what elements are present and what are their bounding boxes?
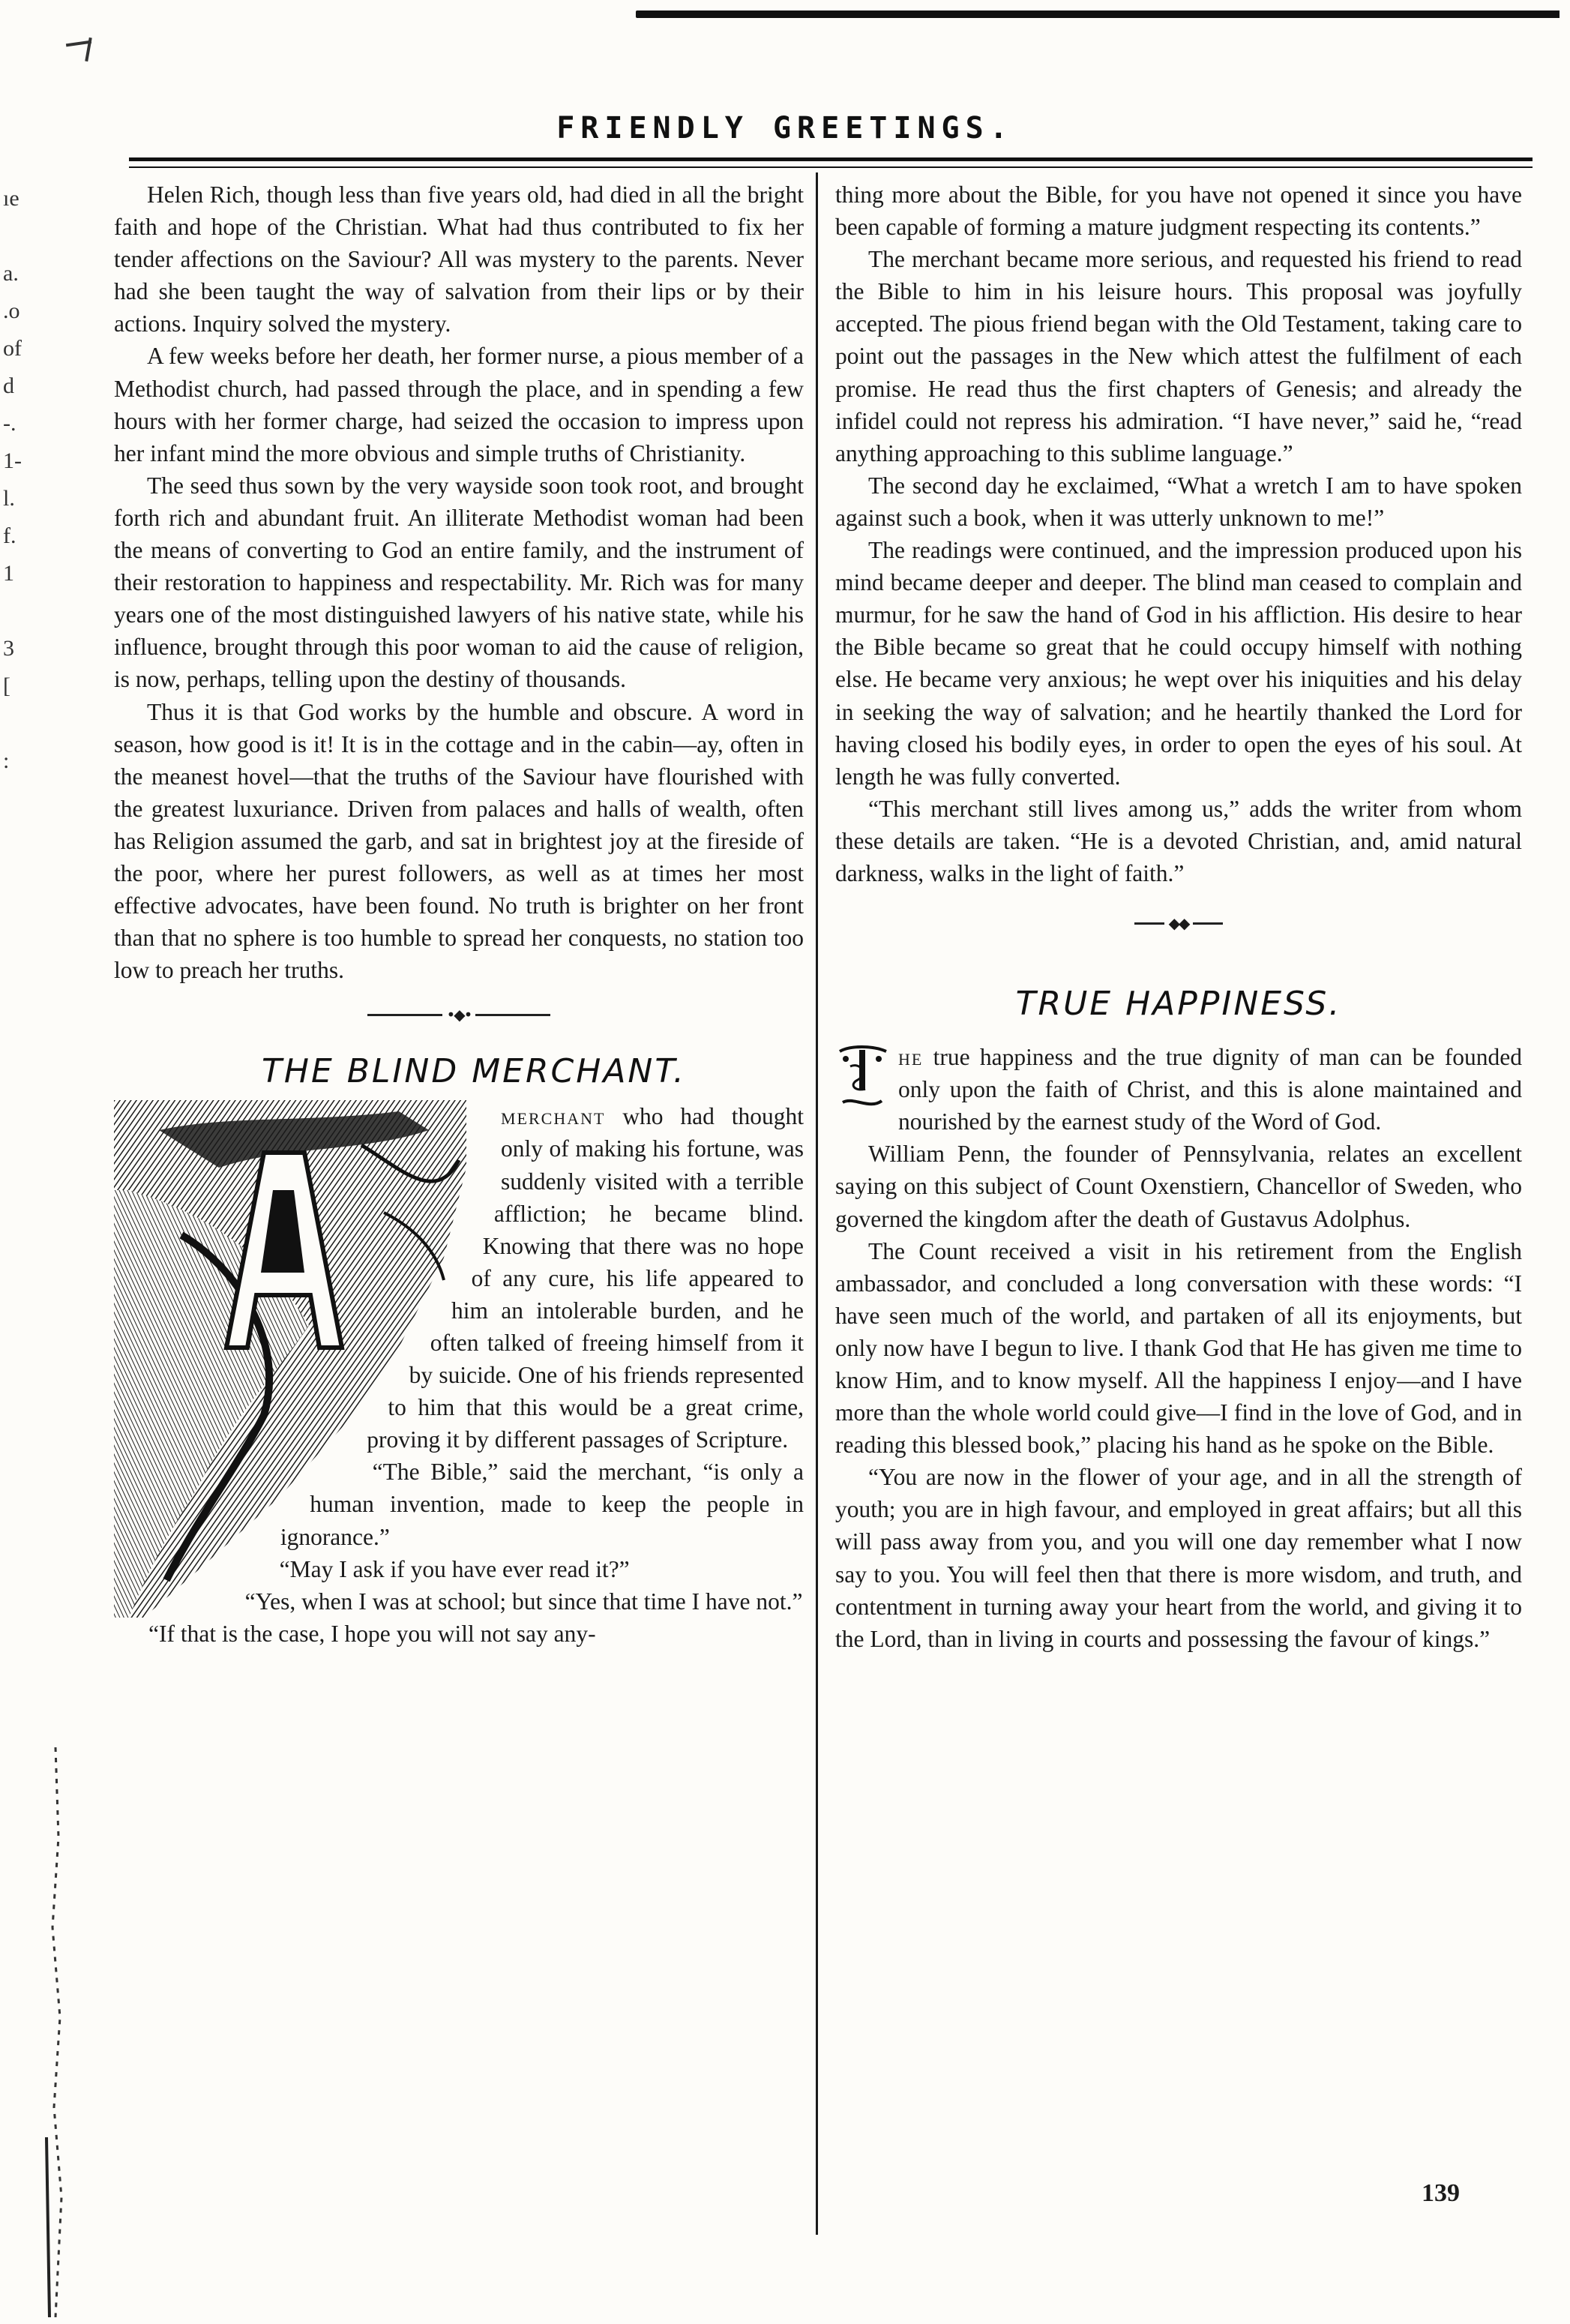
paragraph: Helen Rich, though less than five years old, had died in all the bright faith and hope of the Christian. What had thus contributed to fix her tender affections on the Saviour? All was mystery to the parents. Never had she been taught the way of salvation from their lips or by their actions. Inquiry solved the mystery. (114, 181, 804, 337)
opening-smallcaps: he (898, 1044, 924, 1071)
top-scan-bar (636, 10, 1560, 18)
margin-fragment: a. (3, 261, 19, 286)
margin-fragment: 1- (3, 448, 22, 473)
margin-fragment: : (3, 748, 10, 773)
margin-fragment: 3 (3, 636, 14, 661)
paragraph: “You are now in the flower of your age, and in all the strength of youth; you are in high favour, and employed in great affairs; but all this will pass away from you, and you will one day remember what I now say to you. You will feel then that there is more wisdom, and truth, and contentment in turning away your heart from the world, and giving it to the Lord, than in living in courts and possessing the favour of kings.” (835, 1464, 1522, 1652)
section-separator: •◆• (114, 986, 804, 1043)
left-column (114, 178, 804, 1650)
left-margin-fragments (3, 180, 30, 780)
paragraph: A few weeks before her death, her former nurse, a pious member of a Methodist church, had passed through the place, and in spending a few hours with her former charge, had seized the occasion to impress upon her infant mind the more obvious and simple truths of Christianity. (114, 343, 804, 466)
margin-fragment (3, 705, 30, 742)
paragraph: The Count received a visit in his retirement from the English ambassador, and concluded a long conversation with these words: “I have seen much of the world, and partaken of all its enjoyments, but only now have I begun to live. I thank God that He has given me time to know Him, and to know myself. All the happiness I enjoy—and I have more than the whole world could give—I find in the love of God, and in reading this blessed book,” placing his hand as he spoke on the Bible. (835, 1237, 1522, 1459)
section-separator: ◆◆ (835, 889, 1522, 957)
paragraph: “If that is the case, I hope you will not say any- (148, 1620, 596, 1647)
column-divider (816, 172, 818, 2235)
opening-text: who had thought only of making his fortune, was suddenly visited with a terrible affliction; he became blind. Knowing that there was no hope of any cure, his life appeared to him an intolerable burden, and he often talked of freeing himself from it by suicide. One of his friends represented to him that this would be a great crime, proving it by different passages of Scripture. (367, 1103, 804, 1453)
margin-fragment: 1 (3, 561, 14, 586)
page-number: 139 (1422, 2179, 1460, 2207)
paragraph: Thus it is that God works by the humble and obscure. A word in season, how good is it! It is in the cottage and in the cabin—ay, often in the meanest hovel—that the truths of the Saviour have flourished with the greatest luxuriance. Driven from palaces and halls of wealth, often has Religion assumed the garb, and sat in brightest joy at the fireside of the poor, where her purest followers, as well as at times her most effective advocates, have been found. No truth is brighter on her front than that no sphere is too humble to spread her conquests, no station too low to preach her truths. (114, 698, 804, 984)
page-header-title: FRIENDLY GREETINGS. (556, 111, 1014, 145)
section-title-blind-merchant: THE BLIND MERCHANT. (261, 1052, 686, 1091)
right-column (835, 178, 1522, 1655)
dropcap-initial-t (835, 1044, 889, 1111)
header-rule-thick (129, 157, 1533, 161)
paragraph: “May I ask if you have ever read it?” (279, 1555, 630, 1582)
opening-smallcaps: merchant (501, 1103, 606, 1130)
margin-fragment: l. (3, 486, 15, 511)
margin-fragment: f. (3, 523, 16, 548)
paragraph: thing more about the Bible, for you have not opened it since you have been capable of forming a mature judgment respecting its contents.” (835, 181, 1522, 241)
paragraph: The seed thus sown by the very wayside soon took root, and brought forth rich and abundant fruit. An illiterate Methodist woman had been the means of converting to God an entire family, and the instrument of their restoration to happiness and respectability. Mr. Rich was for many years one of the most distinguished lawyers of his native state, while his influence, brought through this poor woman to aid the cause of religion, is now, perhaps, telling upon the destiny of thousands. (114, 472, 804, 693)
paragraph: William Penn, the founder of Pennsylvania, relates an excellent saying on this subject of Count Oxenstiern, Chancellor of Sweden, who governed the kingdom after the death of Gustavus Adolphus. (835, 1141, 1522, 1232)
paragraph: “The Bible,” said the merchant, “is only a human invention, made to keep the people in ignorance.” (280, 1459, 804, 1550)
corner-scan-mark (66, 31, 96, 61)
margin-fragment: ıe (3, 186, 19, 211)
paragraph: “This merchant still lives among us,” adds the writer from whom these details are taken. “He is a devoted Christian, and, amid natural darkness, walks in the light of faith.” (835, 795, 1522, 886)
paragraph: “Yes, when I was at school; but since that time I have not.” (244, 1588, 803, 1615)
paragraph: The readings were continued, and the impression produced upon his mind became deeper and deeper. The blind man ceased to complain and murmur, for he saw the hand of God in his affliction. His desire to hear the Bible became so great that he could occupy himself with nothing else. He became very anxious; he wept over his iniquities and his delay in seeking the way of salvation; and he heartily thanked the Lord for having closed his bodily eyes, in order to open the eyes of his soul. At length he was fully converted. (835, 537, 1522, 790)
margin-fragment: of (3, 336, 22, 361)
margin-fragment: .o (3, 298, 20, 323)
opening-text: true happiness and the true dignity of man can be founded only upon the faith of Christ, and this is alone maintained and nourished by the earnest study of the Word of God. (898, 1044, 1522, 1135)
engraving-illustration-initial-a (114, 1100, 483, 1618)
margin-fragment: [ (3, 673, 10, 698)
margin-fragment: -. (3, 411, 16, 436)
paragraph: The second day he exclaimed, “What a wretch I am to have spoken against such a book, when it was utterly unknown to me!” (835, 472, 1522, 531)
scan-edge-artifact (42, 1747, 64, 2317)
paragraph (835, 1041, 1522, 1138)
margin-fragment: d (3, 373, 14, 398)
paragraph: The merchant became more serious, and requested his friend to read the Bible to him in his leisure hours. This proposal was joyfully accepted. The pious friend began with the Old Testament, taking care to point out the passages in the New which attest the fulfilment of each promise. He read thus the first chapters of Genesis; and already the infidel could not repress his admiration. “I have never,” said he, “read anything approaching to this sublime language.” (835, 246, 1522, 466)
margin-fragment (3, 592, 30, 630)
section-title-true-happiness: TRUE HAPPINESS. (1015, 985, 1342, 1024)
header-rule-thin (129, 166, 1533, 168)
margin-fragment (3, 217, 30, 255)
